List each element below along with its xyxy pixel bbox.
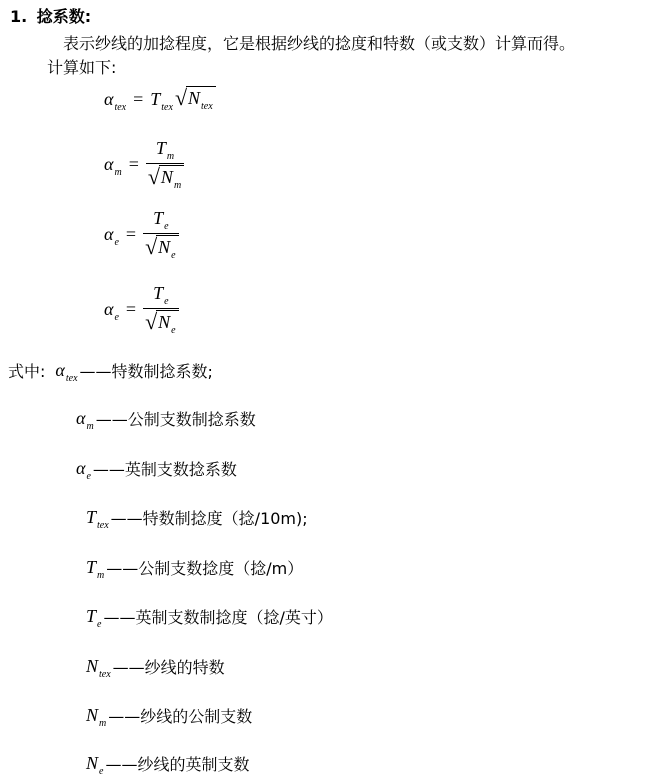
symbol-letter: T xyxy=(86,606,97,626)
formula-english-2-lhs xyxy=(104,299,119,323)
fraction xyxy=(143,283,179,336)
symbol-letter: T xyxy=(86,507,97,527)
equals-sign: = xyxy=(133,88,144,109)
definition-n-m xyxy=(86,704,252,727)
symbol-letter: N xyxy=(86,753,99,773)
definition-text: ——英制支数捻系数 xyxy=(92,460,237,479)
twist-subscript: tex xyxy=(161,101,173,113)
count-subscript: tex xyxy=(201,101,213,112)
twist-symbol: T xyxy=(153,208,164,228)
definition-text: ——特数制捻度（捻/10m); xyxy=(110,509,308,528)
definition-symbol xyxy=(76,458,91,482)
fraction xyxy=(146,138,184,191)
twist-symbol: T xyxy=(150,88,161,109)
square-root xyxy=(145,235,179,261)
alpha-symbol: α xyxy=(104,299,114,319)
twist-symbol: T xyxy=(155,138,166,158)
symbol-letter: α xyxy=(76,408,86,428)
definition-symbol xyxy=(86,557,105,581)
denominator xyxy=(143,234,179,261)
symbol-subscript: e xyxy=(86,471,91,482)
definition-symbol xyxy=(55,360,78,384)
definition-text: ——英制支数制捻度（捻/英寸） xyxy=(103,608,333,627)
symbol-letter: N xyxy=(86,705,99,725)
formula-english-1 xyxy=(104,208,179,261)
formula-tex xyxy=(104,86,216,112)
formula-english-2 xyxy=(104,283,179,336)
section-number: 1. xyxy=(10,7,28,26)
count-symbol: N xyxy=(158,312,171,332)
twist-subscript: m xyxy=(166,151,175,162)
definition-symbol xyxy=(86,753,104,777)
symbol-letter: T xyxy=(86,557,97,577)
square-root xyxy=(175,86,216,112)
intro-line-2: 计算如下: xyxy=(47,58,117,77)
intro-line-1: 表示纱线的加捻程度，它是根据纱线的捻度和特数（或支数）计算而得。 xyxy=(63,34,576,53)
symbol-subscript: m xyxy=(99,718,107,729)
count-subscript: e xyxy=(171,325,176,336)
count-symbol: N xyxy=(158,237,171,257)
count-subscript: e xyxy=(171,250,176,261)
twist-symbol: T xyxy=(153,283,164,303)
square-root xyxy=(148,165,184,191)
alpha-symbol: α xyxy=(104,224,114,244)
twist-subscript: e xyxy=(164,221,169,232)
symbol-subscript: m xyxy=(86,421,94,432)
definition-t-e xyxy=(86,605,333,628)
definition-alpha-m xyxy=(76,407,256,430)
symbol-subscript: tex xyxy=(65,373,78,384)
definition-text: ——公制支数捻度（捻/m） xyxy=(106,559,304,578)
symbol-subscript: m xyxy=(97,570,105,581)
definition-text: ——纱线的公制支数 xyxy=(108,707,253,726)
equals-sign: = xyxy=(128,154,139,174)
equals-sign: = xyxy=(125,224,137,244)
radical-sign-icon: √ xyxy=(145,309,158,334)
definition-text: ——纱线的英制支数 xyxy=(105,755,250,774)
definition-alpha-tex xyxy=(8,359,213,382)
symbol-subscript: e xyxy=(97,619,102,630)
formula-tex-lhs xyxy=(104,88,127,113)
formula-metric xyxy=(104,138,184,191)
fraction xyxy=(143,208,179,261)
formula-tex-twist xyxy=(150,88,173,113)
symbol-letter: N xyxy=(86,656,99,676)
definition-alpha-e xyxy=(76,457,237,480)
symbol-letter: α xyxy=(76,458,86,478)
definition-n-tex xyxy=(86,655,225,678)
definition-symbol xyxy=(86,705,107,729)
radical-sign-icon: √ xyxy=(147,164,160,189)
definition-symbol xyxy=(86,507,109,531)
section-title: 捻系数: xyxy=(36,7,92,26)
numerator xyxy=(152,138,178,163)
alpha-subscript: e xyxy=(114,237,119,248)
definition-symbol xyxy=(76,408,94,432)
count-symbol: N xyxy=(188,88,201,108)
radical-sign-icon: √ xyxy=(174,85,188,110)
square-root xyxy=(145,310,179,336)
section-heading xyxy=(10,4,91,27)
denominator xyxy=(146,164,184,191)
definition-text: ——特数制捻系数; xyxy=(79,362,213,381)
numerator xyxy=(149,283,172,308)
definition-symbol xyxy=(86,656,111,680)
symbol-subscript: tex xyxy=(97,520,109,531)
denominator xyxy=(143,309,179,336)
alpha-subscript: m xyxy=(114,167,122,178)
alpha-symbol: α xyxy=(104,154,114,174)
definition-t-tex xyxy=(86,506,308,529)
equals-sign: = xyxy=(125,299,137,319)
alpha-subscript: tex xyxy=(114,101,127,113)
formula-english-1-lhs xyxy=(104,224,119,248)
definition-text: ——公制支数制捻系数 xyxy=(95,410,256,429)
symbol-letter: α xyxy=(55,360,65,380)
count-subscript: m xyxy=(173,180,182,191)
alpha-subscript: e xyxy=(114,312,119,323)
twist-subscript: e xyxy=(164,296,169,307)
definition-n-e xyxy=(86,752,249,775)
symbol-subscript: e xyxy=(99,766,104,777)
definition-text: ——纱线的特数 xyxy=(112,658,225,677)
radical-sign-icon: √ xyxy=(145,234,158,259)
count-symbol: N xyxy=(160,167,173,187)
definitions-prefix: 式中: xyxy=(8,362,46,381)
numerator xyxy=(149,208,172,233)
formula-metric-lhs xyxy=(104,154,122,178)
alpha-symbol: α xyxy=(104,88,114,109)
definition-symbol xyxy=(86,606,102,630)
symbol-subscript: tex xyxy=(99,669,111,680)
definition-t-m xyxy=(86,556,303,579)
